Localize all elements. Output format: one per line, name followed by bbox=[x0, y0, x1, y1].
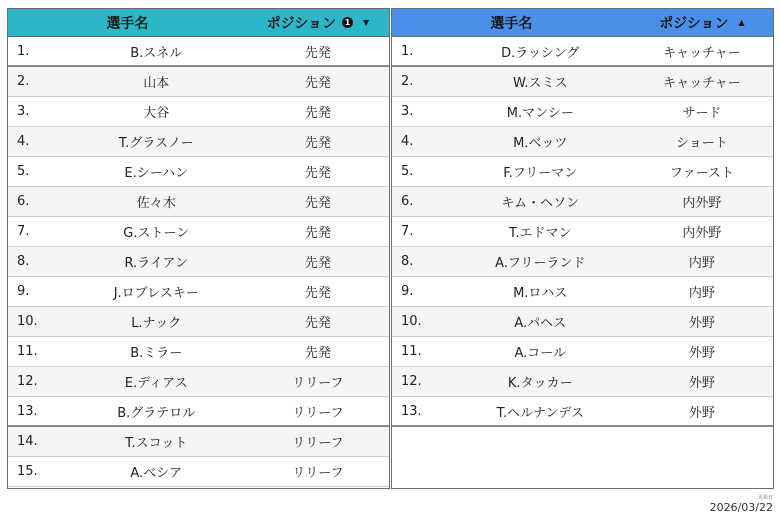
row-number: 10. bbox=[17, 314, 38, 329]
player-name: W.スミス bbox=[513, 76, 568, 91]
player-name: L.ナック bbox=[131, 316, 182, 331]
player-position: キャッチャー bbox=[663, 76, 741, 91]
player-name: T.ヘルナンデス bbox=[496, 405, 584, 421]
table-header bbox=[8, 9, 389, 37]
row-number: 1. bbox=[17, 43, 30, 59]
column-header-position[interactable] bbox=[631, 13, 773, 33]
player-name: M.マンシー bbox=[506, 106, 574, 121]
table-row bbox=[8, 67, 389, 97]
column-header-player-name[interactable]: 選手名 bbox=[106, 15, 149, 32]
row-number: 9. bbox=[401, 284, 414, 299]
player-position: 先発 bbox=[304, 226, 331, 241]
player-position: 内外野 bbox=[682, 196, 722, 211]
player-name: E.ディアス bbox=[124, 376, 188, 391]
column-header-player-name[interactable]: 選手名 bbox=[490, 15, 533, 32]
player-position: リリーフ bbox=[292, 405, 344, 421]
table-row bbox=[8, 247, 389, 277]
player-name: T.グラスノー bbox=[118, 136, 194, 151]
table-row bbox=[8, 367, 389, 397]
table-row bbox=[8, 97, 389, 127]
table-row bbox=[392, 367, 773, 397]
row-number: 5. bbox=[17, 164, 30, 179]
player-name: J.ロブレスキー bbox=[113, 286, 199, 301]
row-number: 14. bbox=[17, 434, 38, 449]
table-row bbox=[392, 97, 773, 127]
row-number: 11. bbox=[17, 344, 38, 359]
row-number: 12. bbox=[401, 374, 422, 389]
player-name: A.コール bbox=[514, 346, 567, 361]
player-position: 先発 bbox=[304, 76, 331, 91]
row-number: 6. bbox=[401, 194, 414, 209]
row-number: 8. bbox=[401, 254, 414, 269]
player-name: K.タッカー bbox=[507, 376, 573, 391]
player-name: G.ストーン bbox=[123, 226, 190, 241]
row-number: 13. bbox=[401, 403, 422, 419]
row-number: 5. bbox=[401, 164, 414, 179]
player-name: キム・ヘソン bbox=[501, 196, 580, 211]
player-name: B.グラテロル bbox=[117, 405, 196, 421]
player-name: 山本 bbox=[143, 76, 170, 91]
player-name: M.ロハス bbox=[513, 286, 568, 301]
table-row bbox=[8, 217, 389, 247]
player-position: 先発 bbox=[304, 106, 331, 121]
table-row bbox=[392, 397, 773, 427]
table-row bbox=[8, 307, 389, 337]
table-row bbox=[392, 37, 773, 67]
row-number: 6. bbox=[17, 194, 30, 209]
roster-table-pitchers bbox=[7, 8, 390, 489]
player-position: 外野 bbox=[688, 346, 715, 361]
table-row bbox=[392, 277, 773, 307]
player-name: R.ライアン bbox=[124, 256, 188, 271]
table-row bbox=[392, 127, 773, 157]
player-position: 先発 bbox=[304, 346, 331, 361]
player-position: サード bbox=[682, 106, 722, 121]
row-number: 11. bbox=[401, 344, 422, 359]
table-row bbox=[392, 217, 773, 247]
updated-date: 2026/03/22 bbox=[709, 501, 773, 514]
player-position: 内野 bbox=[688, 256, 715, 271]
player-position: 外野 bbox=[688, 376, 715, 391]
row-number: 10. bbox=[401, 314, 422, 329]
player-name: B.ミラー bbox=[130, 346, 183, 361]
player-position: 先発 bbox=[304, 316, 331, 331]
player-position: ショート bbox=[676, 136, 728, 151]
table-row bbox=[392, 67, 773, 97]
row-number: 3. bbox=[401, 104, 414, 119]
player-position: 先発 bbox=[304, 45, 331, 61]
row-number: 7. bbox=[17, 224, 30, 239]
player-position: リリーフ bbox=[292, 436, 344, 451]
row-number: 4. bbox=[401, 134, 414, 149]
sort-priority-badge: 1 bbox=[342, 17, 353, 28]
player-position: 先発 bbox=[304, 286, 331, 301]
player-name: A.パヘス bbox=[514, 316, 567, 331]
player-position: 外野 bbox=[688, 316, 715, 331]
player-name: M.ベッツ bbox=[513, 136, 568, 151]
updated-label: 更新日 bbox=[757, 495, 773, 501]
table-body bbox=[392, 37, 773, 427]
table-row bbox=[8, 37, 389, 67]
sort-ascending-icon: ▲ bbox=[738, 18, 745, 27]
sort-descending-icon: ▼ bbox=[362, 18, 370, 27]
player-position: 内外野 bbox=[682, 226, 722, 241]
player-name: E.シーハン bbox=[124, 166, 189, 181]
column-header-position-label: ポジション bbox=[659, 15, 729, 32]
player-position: 内野 bbox=[688, 286, 715, 301]
table-row bbox=[392, 307, 773, 337]
player-name: A.ベシア bbox=[130, 466, 183, 481]
player-position: 先発 bbox=[304, 256, 331, 271]
player-name: 佐々木 bbox=[136, 196, 176, 211]
player-position: リリーフ bbox=[292, 466, 344, 481]
column-header-position[interactable] bbox=[247, 13, 389, 33]
row-number: 7. bbox=[401, 224, 414, 239]
table-row bbox=[8, 127, 389, 157]
table-row bbox=[392, 247, 773, 277]
column-header-position-label: ポジション bbox=[266, 15, 336, 32]
row-number: 13. bbox=[17, 403, 38, 419]
table-row bbox=[8, 187, 389, 217]
row-number: 3. bbox=[17, 104, 30, 119]
table-row bbox=[8, 457, 389, 487]
player-name: T.スコット bbox=[125, 436, 188, 451]
table-row bbox=[8, 277, 389, 307]
table-row bbox=[392, 157, 773, 187]
roster-table-fielders bbox=[391, 8, 774, 489]
player-name: F.フリーマン bbox=[503, 166, 578, 181]
player-position: キャッチャー bbox=[663, 45, 741, 61]
player-name: A.フリーランド bbox=[495, 256, 586, 271]
player-position: リリーフ bbox=[292, 376, 344, 391]
table-row bbox=[8, 427, 389, 457]
player-name: 大谷 bbox=[143, 106, 170, 121]
row-number: 15. bbox=[17, 464, 38, 479]
table-header bbox=[392, 9, 773, 37]
player-position: 先発 bbox=[304, 136, 331, 151]
row-number: 2. bbox=[401, 74, 414, 89]
player-position: ファースト bbox=[669, 166, 734, 181]
player-position: 外野 bbox=[688, 405, 715, 421]
table-row bbox=[392, 337, 773, 367]
table-row bbox=[392, 187, 773, 217]
player-position: 先発 bbox=[304, 196, 331, 211]
table-body bbox=[8, 37, 389, 487]
table-row bbox=[8, 337, 389, 367]
row-number: 8. bbox=[17, 254, 30, 269]
row-number: 4. bbox=[17, 134, 30, 149]
player-name: D.ラッシング bbox=[501, 45, 580, 61]
player-position: 先発 bbox=[304, 166, 331, 181]
table-row bbox=[8, 397, 389, 427]
row-number: 9. bbox=[17, 284, 30, 299]
player-name: T.エドマン bbox=[508, 226, 572, 241]
player-name: B.スネル bbox=[130, 45, 183, 61]
row-number: 1. bbox=[401, 43, 414, 59]
row-number: 2. bbox=[17, 74, 30, 89]
table-row bbox=[8, 157, 389, 187]
row-number: 12. bbox=[17, 374, 38, 389]
